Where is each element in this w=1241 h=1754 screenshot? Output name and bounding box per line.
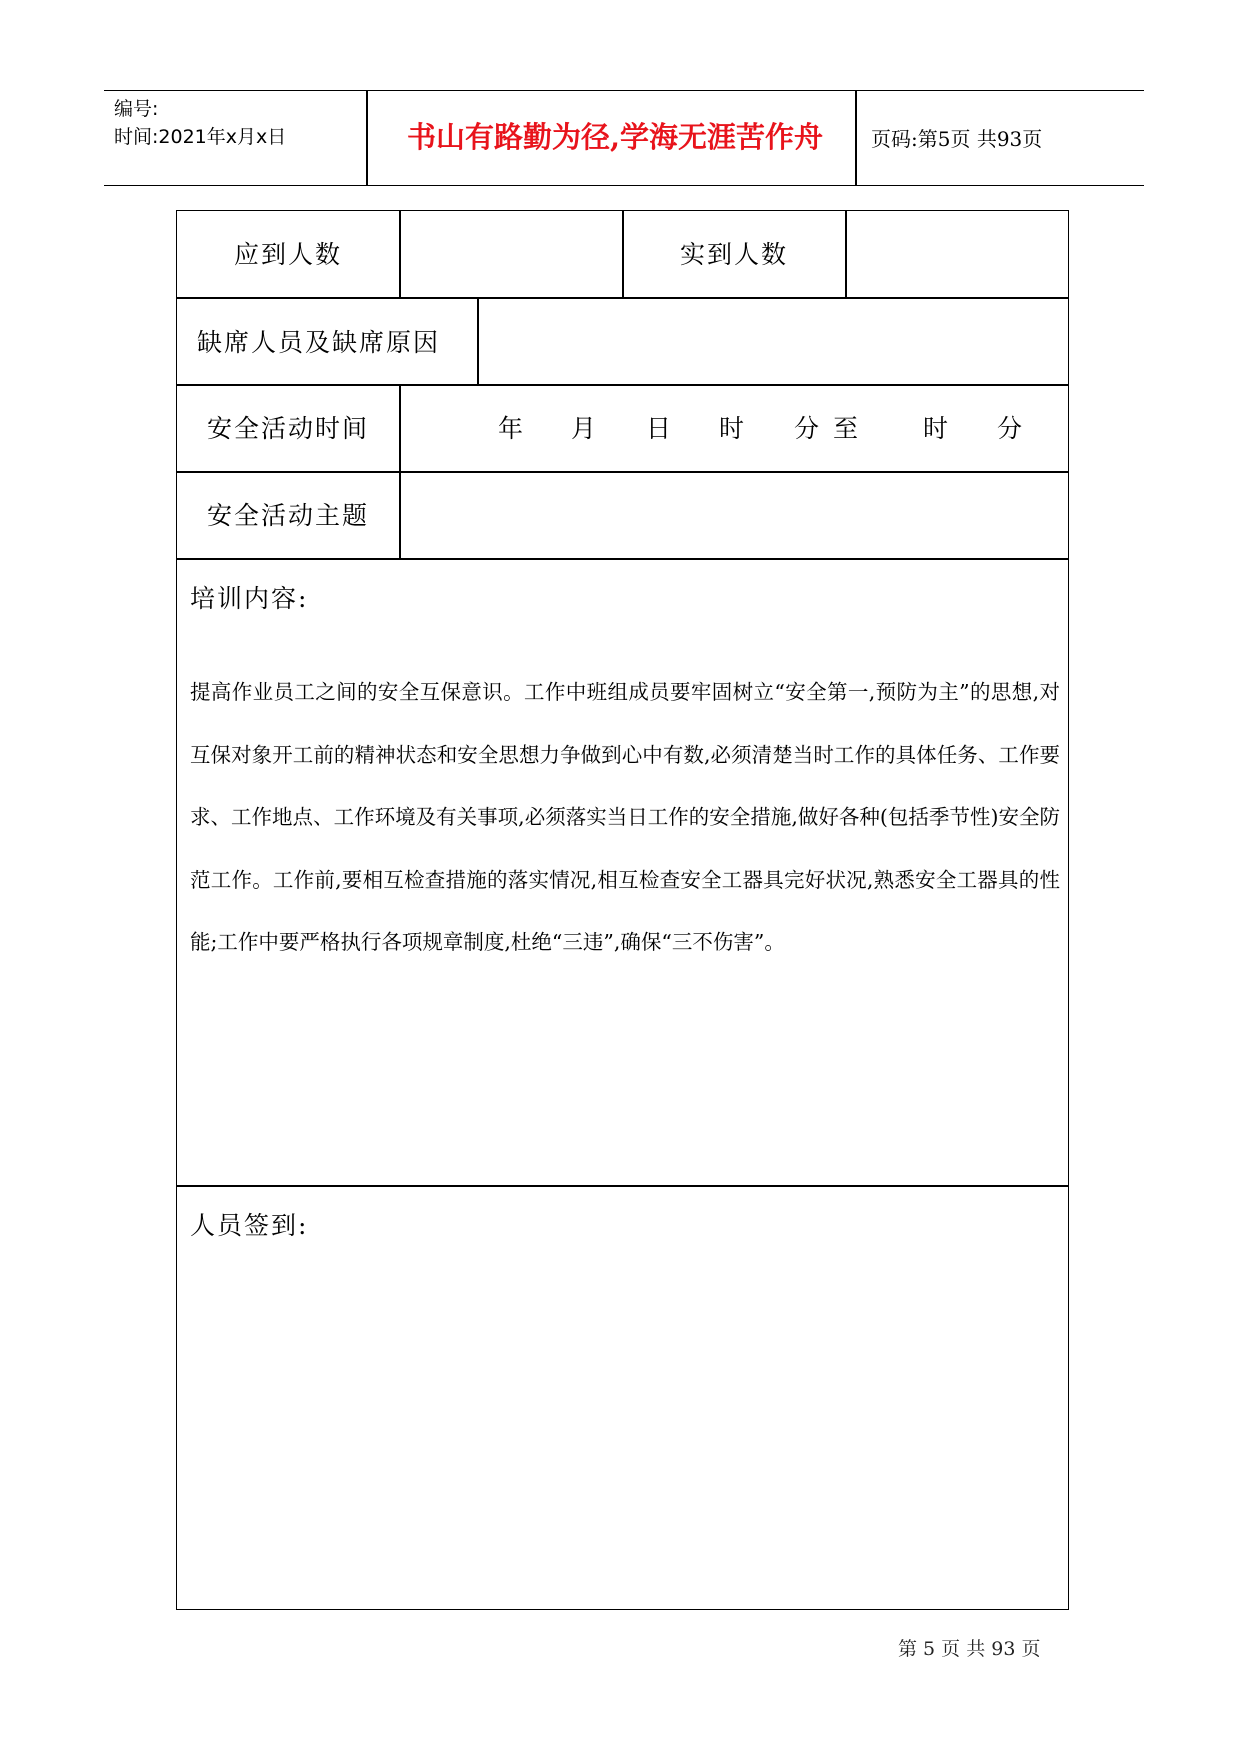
signin-label: 人员签到:: [190, 1211, 309, 1240]
document-id-label: 编号:: [114, 98, 159, 120]
time-unit-hour-from: 时: [719, 414, 747, 443]
time-unit-month: 月: [571, 414, 599, 443]
header-divider-left: [366, 91, 368, 185]
training-content-label: 培训内容:: [190, 584, 309, 613]
time-unit-hour-to: 时: [923, 414, 951, 443]
row-divider: [177, 558, 1068, 560]
safety-activity-form: [176, 210, 1069, 1610]
activity-time-label: 安全活动时间: [206, 414, 369, 443]
expected-count-label: 应到人数: [233, 240, 342, 269]
row-divider: [177, 1185, 1068, 1187]
col-divider: [845, 211, 847, 298]
training-content-text: 提高作业员工之间的安全互保意识。工作中班组成员要牢固树立“安全第一,预防为主”的思想,对互保对象开工前的精神状态和安全思想力争做到心中有数,必须清楚当时工作的具体任务、工作要求、工作地点、工作环境及有关事项,必须落实当日工作的安全措施,做好各种(包括季节性)安全防范工作。工作前,要相互检查措施的落实情况,相互检查安全工器具完好状况,熟悉安全工器具的性能;工作中要严格执行各项规章制度,杜绝“三违”,确保“三不伤害”。: [190, 680, 1060, 954]
page-footer: 第 5 页 共 93 页: [898, 1638, 1041, 1660]
header-motto: 书山有路勤为径,学海无涯苦作舟: [406, 120, 824, 154]
col-divider: [399, 211, 401, 298]
header-divider-right: [855, 91, 857, 185]
absentees-label: 缺席人员及缺席原因: [197, 328, 441, 357]
row-divider: [177, 384, 1068, 386]
page-header: [104, 90, 1144, 186]
activity-theme-label: 安全活动主题: [206, 501, 369, 530]
document-time: 时间:2021年x月x日: [114, 126, 287, 148]
time-unit-year: 年: [498, 414, 526, 443]
header-meta: [114, 95, 286, 151]
time-unit-minute-end: 分: [997, 414, 1025, 443]
row-divider: [177, 471, 1068, 473]
signin-area[interactable]: [190, 1251, 1060, 1591]
actual-count-label: 实到人数: [679, 240, 788, 269]
header-page-info: 页码:第5页 共93页: [871, 127, 1043, 151]
col-divider: [477, 298, 479, 385]
time-unit-minute-to: 分至: [794, 414, 873, 443]
col-divider: [399, 385, 401, 559]
time-unit-day: 日: [646, 414, 674, 443]
